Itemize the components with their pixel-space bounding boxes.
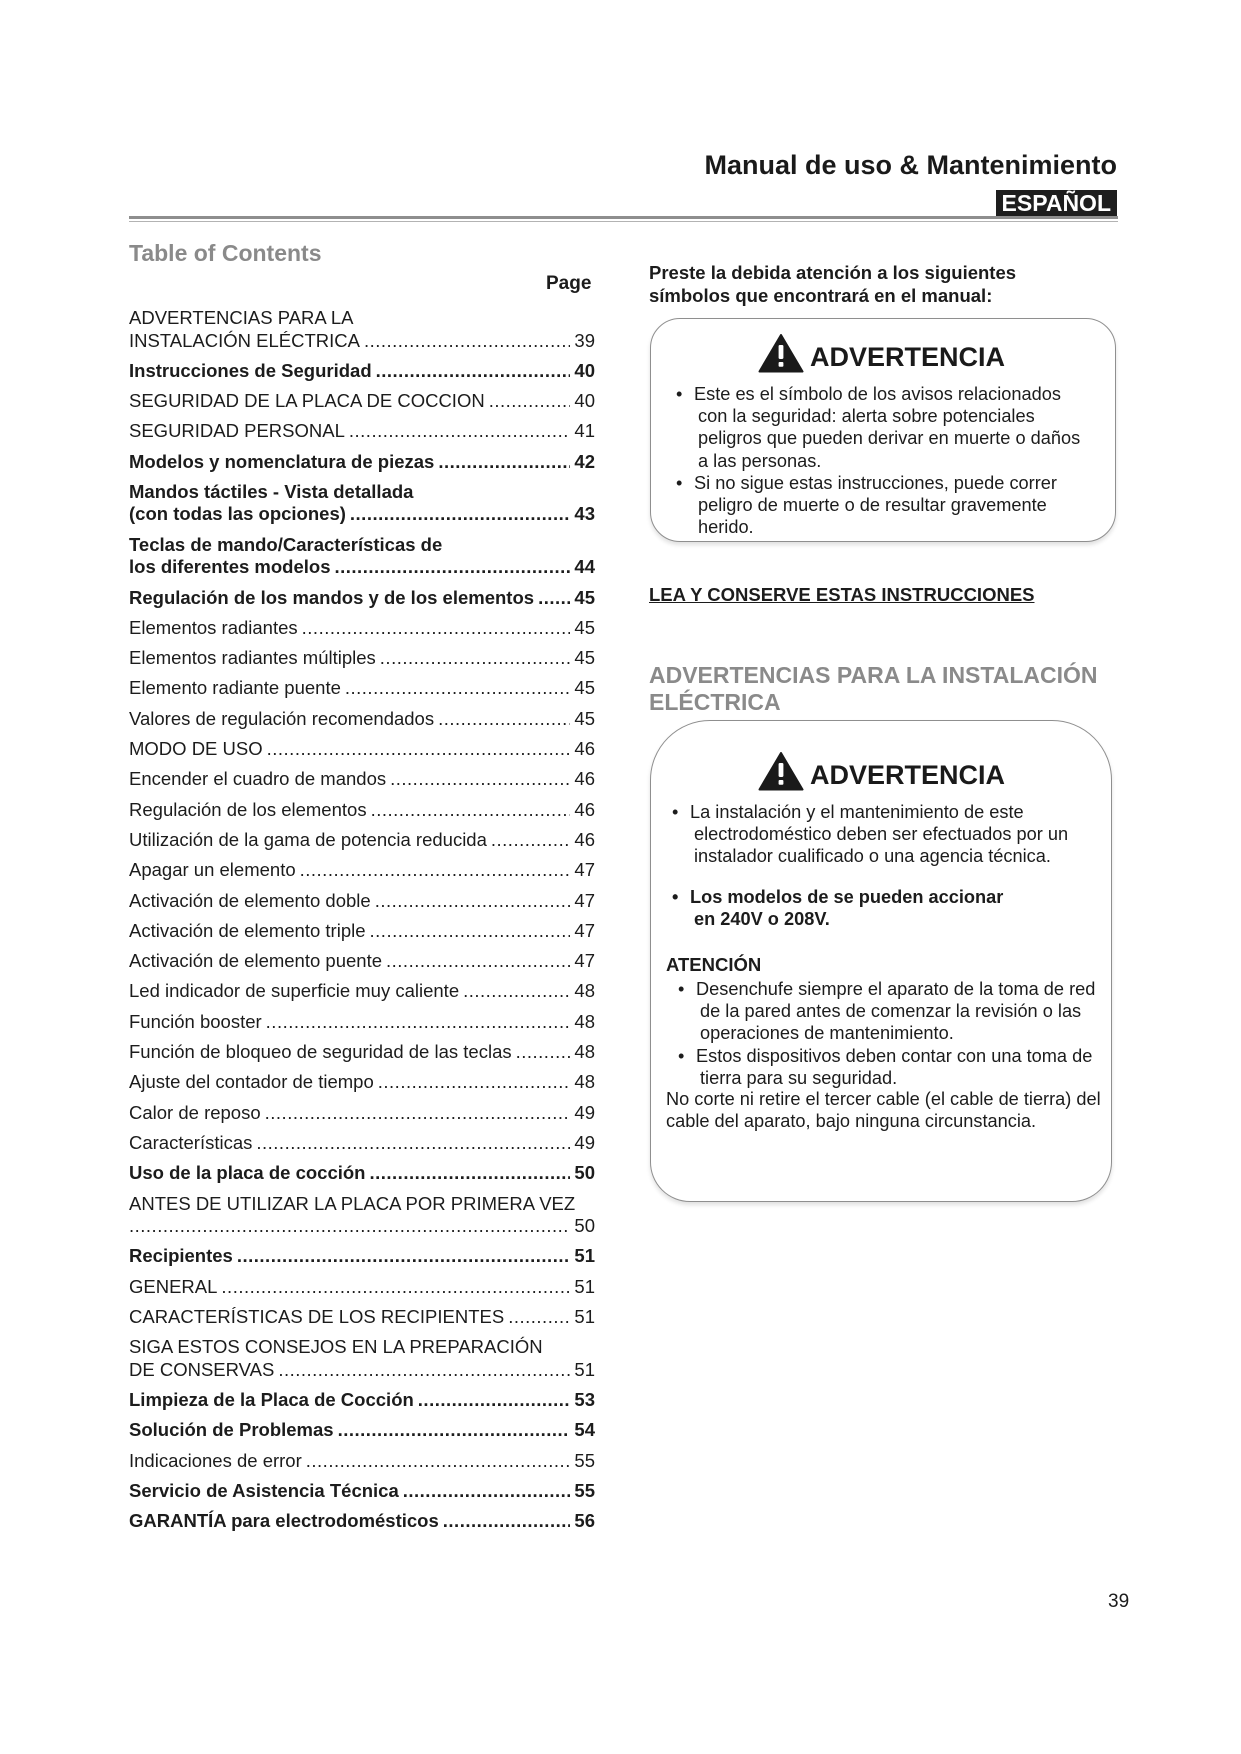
toc-entry	[129, 1419, 595, 1442]
toc-entry-line	[129, 920, 595, 943]
manual-title: Manual de uso & Mantenimiento	[704, 150, 1117, 180]
toc-entry-line	[129, 1245, 595, 1268]
toc-entry-line	[129, 950, 595, 973]
toc-entry-line	[129, 503, 595, 526]
toc-entry-line	[129, 1419, 595, 1442]
toc-entry-page: 55	[574, 1479, 595, 1501]
toc-entry-line	[129, 420, 595, 443]
toc-entry	[129, 360, 595, 383]
toc-entry-title-line: ANTES DE UTILIZAR LA PLACA POR PRIMERA VEZ	[129, 1192, 576, 1214]
bullet-icon: •	[672, 802, 679, 822]
toc-entry-page: 47	[574, 950, 595, 972]
voltage-bullet	[658, 886, 1018, 930]
toc-entry	[129, 1306, 595, 1329]
toc-entry	[129, 1132, 595, 1155]
warning-triangle-icon	[758, 333, 804, 373]
toc-entry-line	[129, 390, 595, 413]
toc-entry-label: Elementos radiantes	[129, 616, 298, 638]
toc-entry-page: 42	[574, 450, 595, 472]
toc-entry	[129, 390, 595, 413]
toc-entry-label: Ajuste del contador de tiempo	[129, 1071, 374, 1093]
toc-entry	[129, 587, 595, 610]
toc-entry-page: 51	[574, 1245, 595, 1267]
toc-entry-page: 47	[574, 919, 595, 941]
toc-entry-label: los diferentes modelos	[129, 556, 331, 578]
toc-entry-line	[129, 1450, 595, 1473]
toc-entry-page: 45	[574, 647, 595, 669]
toc-entry-line	[129, 799, 595, 822]
toc-dot-leader	[306, 1450, 571, 1473]
toc-entry-line	[129, 1306, 595, 1329]
toc-entry-title-line: SIGA ESTOS CONSEJOS EN LA PREPARACIÓN	[129, 1336, 543, 1358]
symbols-intro	[649, 262, 1119, 307]
toc-entry-line	[129, 1102, 595, 1125]
toc-entry-line	[129, 708, 595, 731]
toc-entry	[129, 768, 595, 791]
toc-entry-label: INSTALACIÓN ELÉCTRICA	[129, 329, 360, 351]
warning-heading	[758, 751, 1005, 791]
toc-dot-leader	[463, 980, 570, 1003]
toc-dot-leader	[538, 587, 570, 610]
toc-entry-title-line: Mandos táctiles - Vista detallada	[129, 480, 414, 502]
bullet-icon: •	[678, 1045, 685, 1066]
toc-entry-label: Elementos radiantes múltiples	[129, 647, 376, 669]
toc-entry-label: Limpieza de la Placa de Cocción	[129, 1389, 414, 1410]
toc-entry-page: 40	[574, 359, 595, 381]
warning-text: Este es el símbolo de los avisos relacionados con la seguridad: alerta sobre potenciales peligros que pueden derivar en muerte o daños a las personas.	[694, 384, 1081, 471]
list-item	[662, 472, 1082, 539]
toc-entry-label: Utilización de la gama de potencia reducida	[129, 828, 487, 850]
toc-entry-line	[129, 1510, 595, 1533]
toc-entry-label: SEGURIDAD PERSONAL	[129, 420, 345, 442]
toc-entry-line	[129, 330, 595, 353]
table-of-contents	[129, 307, 595, 1540]
toc-entry-line	[129, 647, 595, 670]
warning-box-electrical	[650, 720, 1112, 1202]
language-badge: ESPAÑOL	[996, 190, 1117, 217]
toc-entry-label: Indicaciones de error	[129, 1449, 302, 1471]
symbols-intro-line: símbolos que encontrará en el manual:	[649, 284, 993, 306]
toc-entry-line	[129, 587, 595, 610]
toc-entry-page: 53	[574, 1389, 595, 1410]
ground-wire-note: No corte ni retire el tercer cable (el cable de tierra) del cable del aparato, bajo ninguna circunstancia.	[666, 1089, 1101, 1132]
toc-entry-line	[129, 677, 595, 700]
toc-dot-leader	[350, 503, 571, 526]
toc-entry-label: Apagar un elemento	[129, 859, 296, 881]
header-divider	[129, 216, 1118, 219]
page-number: 39	[1108, 1591, 1130, 1612]
toc-entry-line	[129, 768, 595, 791]
toc-entry-page: 48	[574, 1010, 595, 1032]
toc-entry-line	[129, 451, 595, 474]
toc-entry-label: Encender el cuadro de mandos	[129, 768, 387, 790]
toc-entry-label: (con todas las opciones)	[129, 503, 346, 525]
toc-entry	[129, 1389, 595, 1412]
toc-entry-line	[129, 1162, 595, 1185]
toc-entry-page: 45	[574, 616, 595, 638]
toc-entry-line	[129, 1359, 595, 1382]
attention-text: Desenchufe siempre el aparato de la toma de red de la pared antes de comenzar la revisión o las operaciones de mantenimiento.	[696, 979, 1096, 1044]
attention-bullets	[664, 978, 1104, 1089]
toc-dot-leader	[489, 390, 571, 413]
toc-entry-label: Activación de elemento puente	[129, 950, 383, 972]
toc-entry-line	[129, 1480, 595, 1503]
toc-entry-page: 46	[574, 798, 595, 820]
toc-entry-title-line: Teclas de mando/Características de	[129, 533, 443, 555]
toc-entry-label: Uso de la placa de cocción	[129, 1162, 366, 1184]
toc-entry-page: 45	[574, 586, 595, 608]
toc-dot-leader	[267, 738, 571, 761]
toc-entry	[129, 738, 595, 761]
toc-entry-line	[129, 1276, 595, 1299]
electrical-section-heading: ADVERTENCIAS PARA LA INSTALACIÓN ELÉCTRICA	[649, 662, 1098, 715]
toc-dot-leader	[300, 859, 571, 882]
bullet-icon: •	[678, 979, 685, 999]
toc-dot-leader	[438, 708, 570, 731]
toc-entry-label: SEGURIDAD DE LA PLACA DE COCCION	[129, 390, 485, 412]
warning-title: ADVERTENCIA	[810, 342, 1006, 372]
toc-entry	[129, 677, 595, 700]
warning-bullets	[662, 383, 1082, 538]
toc-entry-label: DE CONSERVAS	[129, 1358, 275, 1380]
toc-entry-line	[129, 829, 595, 852]
warning-text: Si no sigue estas instrucciones, puede correr peligro de muerte o de resultar gravemente herido.	[694, 472, 1057, 538]
toc-entry-label: GARANTÍA para electrodomésticos	[129, 1510, 439, 1532]
toc-entry-label: CARACTERÍSTICAS DE LOS RECIPIENTES	[129, 1305, 505, 1327]
read-keep-instructions: LEA Y CONSERVE ESTAS INSTRUCCIONES	[649, 584, 1035, 605]
toc-dot-leader	[438, 451, 570, 474]
toc-dot-leader	[221, 1276, 570, 1299]
list-item	[664, 978, 1104, 1045]
toc-dot-leader	[371, 799, 571, 822]
list-item	[658, 801, 1098, 868]
toc-entry-line	[129, 556, 595, 579]
toc-entry	[129, 1336, 595, 1381]
toc-entry-label: GENERAL	[129, 1275, 218, 1297]
toc-dot-leader	[335, 556, 571, 579]
toc-entry-title-line: ADVERTENCIAS PARA LA	[129, 307, 354, 328]
toc-entry-page: 43	[574, 503, 595, 525]
toc-dot-leader	[302, 617, 571, 640]
bullet-icon: •	[676, 472, 683, 493]
toc-entry-page: 51	[574, 1358, 595, 1380]
toc-dot-leader	[265, 1102, 571, 1125]
bullet-icon: •	[676, 384, 683, 404]
toc-dot-leader	[369, 1162, 570, 1185]
toc-entry-page: 44	[574, 556, 595, 578]
toc-entry	[129, 1276, 595, 1299]
toc-entry	[129, 481, 595, 526]
toc-entry-page: 48	[574, 1071, 595, 1093]
toc-entry-label: Función booster	[129, 1010, 262, 1032]
toc-entry-line	[129, 859, 595, 882]
list-item	[662, 383, 1082, 472]
toc-dot-leader	[376, 360, 571, 383]
toc-entry-page: 54	[574, 1419, 595, 1441]
toc-entry	[129, 1193, 595, 1238]
toc-entry-label: Elemento radiante puente	[129, 677, 341, 699]
bullet-icon: •	[672, 887, 679, 907]
toc-entry	[129, 920, 595, 943]
attention-label: ATENCIÓN	[666, 954, 762, 975]
toc-entry-label: Calor de reposo	[129, 1101, 261, 1123]
toc-dot-leader	[129, 1215, 570, 1238]
toc-entry-page: 51	[574, 1275, 595, 1297]
symbols-intro-line: Preste la debida atención a los siguientes	[649, 262, 1017, 283]
toc-entry	[129, 1245, 595, 1268]
toc-entry-label: Recipientes	[129, 1245, 233, 1267]
toc-page-label: Page	[546, 273, 592, 294]
toc-entry	[129, 420, 595, 443]
toc-entry-label: Regulación de los elementos	[129, 798, 367, 820]
toc-dot-leader	[345, 677, 571, 700]
toc-entry-label: MODO DE USO	[129, 738, 263, 760]
toc-entry	[129, 1041, 595, 1064]
toc-entry-label: Activación de elemento triple	[129, 919, 366, 941]
toc-dot-leader	[491, 829, 571, 852]
toc-dot-leader	[386, 950, 570, 973]
toc-entry-label: Valores de regulación recomendados	[129, 707, 435, 729]
toc-entry-line	[129, 617, 595, 640]
toc-entry	[129, 534, 595, 579]
toc-entry-page: 50	[574, 1215, 595, 1237]
toc-entry-label: Led indicador de superficie muy caliente	[129, 980, 460, 1002]
toc-entry-line	[129, 890, 595, 913]
warning-box-symbol	[650, 318, 1116, 542]
installation-text: La instalación y el mantenimiento de este electrodoméstico deben ser efectuados por un instalador cualificado o una agencia técnica.	[690, 802, 1069, 867]
toc-dot-leader	[266, 1011, 571, 1034]
toc-entry-label: Instrucciones de Seguridad	[129, 359, 372, 381]
toc-entry	[129, 451, 595, 474]
warning-title: ADVERTENCIA	[810, 760, 1006, 790]
toc-dot-leader	[278, 1359, 570, 1382]
toc-entry	[129, 1011, 595, 1034]
toc-entry-line	[129, 1071, 595, 1094]
toc-dot-leader	[403, 1480, 571, 1503]
toc-entry-line	[129, 1215, 595, 1238]
toc-entry	[129, 890, 595, 913]
toc-entry-page: 46	[574, 768, 595, 790]
toc-entry-page: 45	[574, 677, 595, 699]
toc-entry-page: 49	[574, 1101, 595, 1123]
toc-dot-leader	[390, 768, 570, 791]
toc-entry-line	[129, 1011, 595, 1034]
toc-entry	[129, 980, 595, 1003]
toc-entry	[129, 1510, 595, 1533]
toc-entry	[129, 1071, 595, 1094]
toc-entry-page: 48	[574, 980, 595, 1002]
toc-entry-page: 45	[574, 707, 595, 729]
toc-entry	[129, 1450, 595, 1473]
toc-entry-page: 49	[574, 1131, 595, 1153]
toc-entry-label: Solución de Problemas	[129, 1419, 334, 1441]
voltage-text: Los modelos de se pueden accionar en 240V o 208V.	[690, 887, 1004, 930]
toc-entry-label: Regulación de los mandos y de los elementos	[129, 586, 535, 608]
toc-entry	[129, 647, 595, 670]
toc-dot-leader	[380, 647, 571, 670]
warning-heading	[758, 333, 1005, 373]
toc-dot-leader	[237, 1245, 571, 1268]
list-item	[664, 1045, 1104, 1089]
toc-dot-leader	[508, 1306, 570, 1329]
installation-bullet	[658, 801, 1098, 868]
toc-entry-line	[129, 360, 595, 383]
toc-entry-page: 51	[574, 1305, 595, 1327]
toc-entry-line	[129, 980, 595, 1003]
toc-entry-line	[129, 738, 595, 761]
toc-dot-leader	[443, 1510, 571, 1533]
toc-entry-page: 48	[574, 1041, 595, 1063]
toc-entry-label: Activación de elemento doble	[129, 889, 371, 911]
toc-entry	[129, 617, 595, 640]
toc-dot-leader	[370, 920, 571, 943]
toc-entry	[129, 1102, 595, 1125]
warning-triangle-icon	[758, 751, 804, 791]
toc-entry-page: 55	[574, 1449, 595, 1471]
toc-entry-page: 41	[574, 420, 595, 442]
toc-entry-page: 46	[574, 828, 595, 850]
toc-entry	[129, 829, 595, 852]
toc-entry-page: 56	[574, 1510, 595, 1532]
toc-entry-page: 50	[574, 1162, 595, 1184]
toc-entry-page: 40	[574, 390, 595, 412]
toc-entry-page: 47	[574, 859, 595, 881]
toc-dot-leader	[364, 330, 570, 353]
toc-entry-page: 47	[574, 889, 595, 911]
toc-entry	[129, 1480, 595, 1503]
toc-entry	[129, 799, 595, 822]
toc-entry-label: Modelos y nomenclatura de piezas	[129, 450, 435, 472]
toc-dot-leader	[349, 420, 571, 443]
toc-dot-leader	[516, 1041, 571, 1064]
toc-entry-line	[129, 1132, 595, 1155]
header-divider-thin	[129, 221, 1118, 222]
list-item	[658, 886, 1018, 930]
toc-entry-page: 46	[574, 738, 595, 760]
toc-entry	[129, 708, 595, 731]
toc-entry-label: Servicio de Asistencia Técnica	[129, 1479, 399, 1501]
toc-heading: Table of Contents	[129, 240, 322, 266]
toc-dot-leader	[375, 890, 571, 913]
toc-entry-label: Características	[129, 1131, 253, 1153]
toc-dot-leader	[338, 1419, 571, 1442]
toc-entry	[129, 950, 595, 973]
toc-entry-line	[129, 1389, 595, 1412]
toc-entry-page: 39	[574, 329, 595, 351]
toc-entry	[129, 307, 595, 352]
toc-entry-label: Función de bloqueo de seguridad de las teclas	[129, 1041, 512, 1063]
toc-entry	[129, 859, 595, 882]
toc-entry-line	[129, 1041, 595, 1064]
toc-dot-leader	[378, 1071, 571, 1094]
toc-entry	[129, 1162, 595, 1185]
toc-dot-leader	[418, 1389, 571, 1412]
toc-dot-leader	[256, 1132, 570, 1155]
attention-text: Estos dispositivos deben contar con una toma de tierra para su seguridad.	[696, 1045, 1093, 1088]
